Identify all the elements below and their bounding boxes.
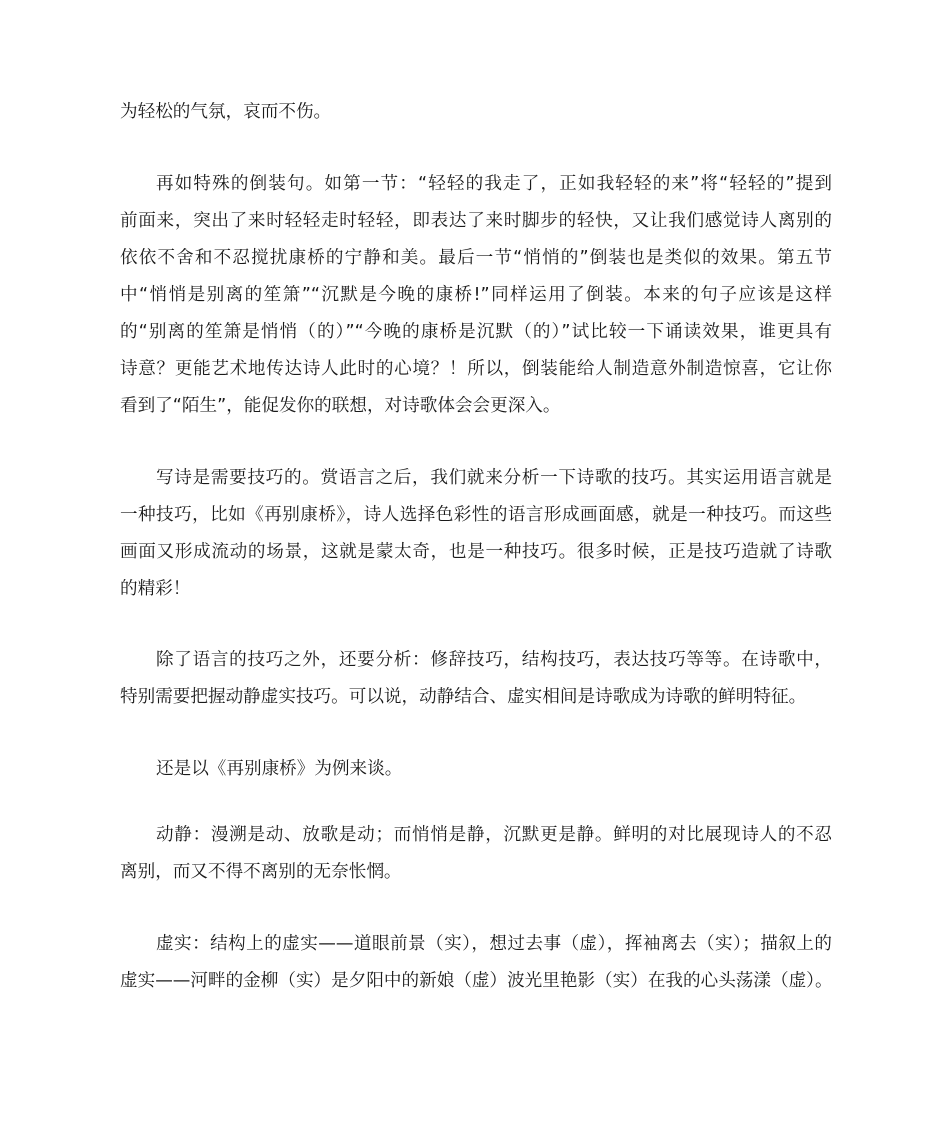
text-line: 的“别离的笙箫是悄悄（的）”“今晚的康桥是沉默（的）”试比较一下诵读效果，谁更具有 (120, 322, 832, 342)
text-line: 离别，而又不得不离别的无奈怅惘。 (120, 862, 402, 882)
text-line: 虚实：结构上的虚实——道眼前景（实），想过去事（虚），挥袖离去（实）；描叙上的 (156, 934, 832, 954)
text-line: 依依不舍和不忍搅扰康桥的宁静和美。最后一节“悄悄的”倒装也是类似的效果。第五节 (120, 248, 832, 268)
text-line: 特别需要把握动静虚实技巧。可以说，动静结合、虚实相间是诗歌成为诗歌的鲜明特征。 (120, 687, 807, 707)
text-line: 前面来，突出了来时轻轻走时轻轻，即表达了来时脚步的轻快，又让我们感觉诗人离别的 (120, 211, 832, 231)
text-line: 的精彩！ (120, 579, 191, 599)
text-line: 还是以《再别康桥》为例来谈。 (156, 759, 403, 779)
text-line: 除了语言的技巧之外，还要分析：修辞技巧，结构技巧，表达技巧等等。在诗歌中， (156, 650, 832, 670)
text-line: 看到了“陌生”，能促发你的联想，对诗歌体会会更深入。 (120, 396, 561, 416)
text-line: 虚实——河畔的金柳（实）是夕阳中的新娘（虚）波光里艳影（实）在我的心头荡漾（虚）。 (120, 971, 833, 991)
text-line: 中“悄悄是别离的笙箫”“沉默是今晚的康桥!”同样运用了倒装。本来的句子应该是这样 (120, 285, 832, 305)
text-line: 诗意？更能艺术地传达诗人此时的心境？！所以，倒装能给人制造意外制造惊喜，它让你 (120, 359, 832, 379)
text-line: 为轻松的气氛，哀而不伤。 (120, 102, 332, 122)
text-line: 再如特殊的倒装句。如第一节：“轻轻的我走了，正如我轻轻的来”将“轻轻的”提到 (156, 174, 832, 194)
text-line: 动静：漫溯是动、放歌是动；而悄悄是静，沉默更是静。鲜明的对比展现诗人的不忍 (156, 825, 832, 845)
text-line: 一种技巧，比如《再别康桥》，诗人选择色彩性的语言形成画面感，就是一种技巧。而这些 (120, 505, 832, 525)
text-line: 写诗是需要技巧的。赏语言之后，我们就来分析一下诗歌的技巧。其实运用语言就是 (156, 468, 832, 488)
text-line: 画面又形成流动的场景，这就是蒙太奇，也是一种技巧。很多时候，正是技巧造就了诗歌 (120, 542, 832, 562)
